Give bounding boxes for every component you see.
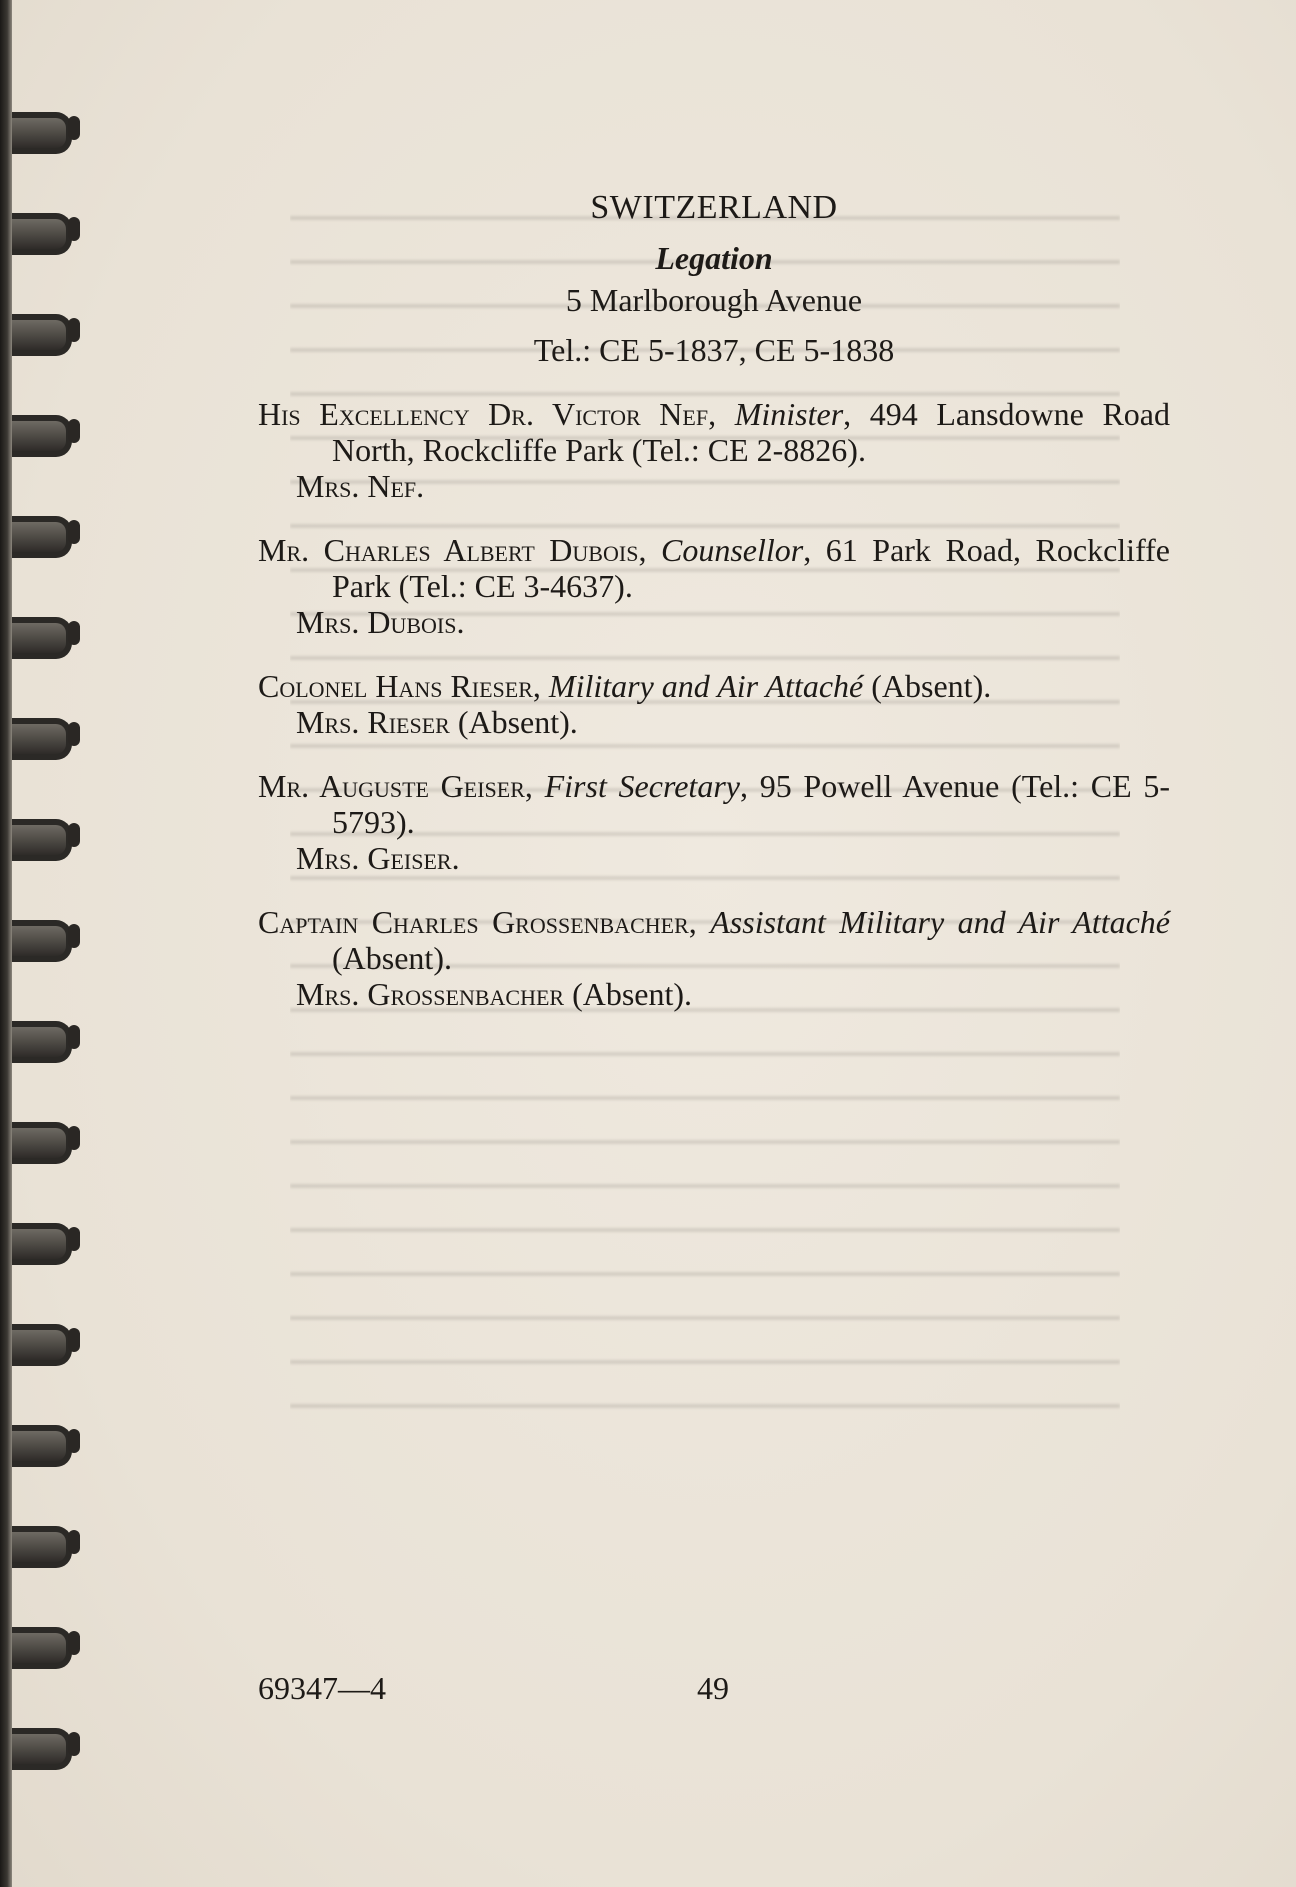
entry-line — [258, 532, 1170, 604]
staff-entry-counsellor — [258, 532, 1170, 640]
staff-title: Assistant Military and Air Attaché — [710, 904, 1171, 940]
spouse-name: Mrs. Geiser. — [296, 840, 460, 876]
coil-wire — [4, 617, 72, 659]
punch-hole — [68, 1025, 80, 1049]
binding-coil — [4, 1116, 84, 1160]
spouse-line — [258, 704, 1170, 740]
binding-coil — [4, 106, 84, 150]
separator: , — [638, 532, 661, 568]
binding-coil — [4, 1015, 84, 1059]
coil-wire — [4, 1223, 72, 1265]
punch-hole — [68, 419, 80, 443]
binding-coil — [4, 1621, 84, 1665]
coil-wire — [4, 213, 72, 255]
coil-wire — [4, 1021, 72, 1063]
staff-entry-first-secretary — [258, 768, 1170, 876]
binding-coil — [4, 308, 84, 352]
punch-hole — [68, 1328, 80, 1352]
binding-coil — [4, 914, 84, 958]
coil-wire — [4, 314, 72, 356]
entry-line — [258, 768, 1170, 840]
staff-details: (Absent). — [332, 940, 452, 976]
print-code: 69347—4 — [258, 1670, 386, 1706]
spouse-line — [258, 840, 1170, 876]
staff-name: Colonel Hans Rieser — [258, 668, 533, 704]
binding-coil — [4, 1520, 84, 1564]
coil-wire — [4, 415, 72, 457]
binding-coil — [4, 611, 84, 655]
separator: , — [532, 668, 549, 704]
coil-wire — [4, 1627, 72, 1669]
staff-details: , 95 Powell Avenue (Tel.: CE 5-5793). — [332, 768, 1171, 840]
office-address: 5 Marlborough Avenue — [565, 282, 863, 318]
coil-wire — [4, 112, 72, 154]
staff-details: (Absent). — [863, 668, 992, 704]
binding-coil — [4, 207, 84, 251]
staff-details: , 494 Lansdowne Road North, Rockcliffe Park (Tel.: CE 2-8826). — [332, 396, 1171, 468]
punch-hole — [68, 520, 80, 544]
spouse-name: Mrs. Dubois. — [296, 604, 465, 640]
separator: , — [688, 904, 711, 940]
spouse-note: (Absent). — [564, 976, 693, 1012]
spouse-line — [258, 604, 1170, 640]
binding-coil — [4, 1722, 84, 1766]
binding-coil — [4, 510, 84, 554]
punch-hole — [68, 1126, 80, 1150]
punch-hole — [68, 318, 80, 342]
coil-wire — [4, 1526, 72, 1568]
binding-coil — [4, 1318, 84, 1362]
coil-wire — [4, 1728, 72, 1770]
punch-hole — [68, 823, 80, 847]
spouse-name: Mrs. Nef. — [296, 468, 425, 504]
spouse-line — [258, 976, 1170, 1012]
separator: , — [524, 768, 545, 804]
separator: , — [708, 396, 735, 432]
staff-entry-minister — [258, 396, 1170, 504]
punch-hole — [68, 621, 80, 645]
entry-line — [258, 904, 1170, 976]
binding-coil — [4, 1217, 84, 1261]
spouse-name: Mrs. Rieser — [296, 704, 450, 740]
punch-hole — [68, 1227, 80, 1251]
coil-wire — [4, 718, 72, 760]
staff-name: Captain Charles Grossenbacher — [258, 904, 689, 940]
punch-hole — [68, 1732, 80, 1756]
staff-title: Minister — [734, 396, 844, 432]
coil-wire — [4, 819, 72, 861]
entry-line — [258, 396, 1170, 468]
book-spine-edge — [0, 0, 12, 1887]
spouse-name: Mrs. Grossenbacher — [296, 976, 565, 1012]
staff-entry-military-attache — [258, 668, 1170, 740]
binding-coil — [4, 813, 84, 857]
punch-hole — [68, 722, 80, 746]
punch-hole — [68, 1631, 80, 1655]
spiral-binding — [0, 0, 110, 1887]
coil-wire — [4, 920, 72, 962]
staff-title: Military and Air Attaché — [548, 668, 864, 704]
binding-coil — [4, 712, 84, 756]
punch-hole — [68, 217, 80, 241]
staff-entry-assistant-attache — [258, 904, 1170, 1012]
punch-hole — [68, 116, 80, 140]
staff-title: Counsellor — [660, 532, 804, 568]
coil-wire — [4, 1324, 72, 1366]
punch-hole — [68, 924, 80, 948]
office-telephone: Tel.: CE 5-1837, CE 5-1838 — [533, 332, 895, 368]
staff-name: His Excellency Dr. Victor Nef — [258, 396, 709, 432]
staff-name: Mr. Charles Albert Dubois — [258, 532, 639, 568]
punch-hole — [68, 1530, 80, 1554]
page-number: 49 — [697, 1670, 729, 1706]
punch-hole — [68, 1429, 80, 1453]
spouse-note: (Absent). — [449, 704, 578, 740]
spouse-line — [258, 468, 1170, 504]
staff-details: , 61 Park Road, Rockcliffe Park (Tel.: CE 3-4637). — [332, 532, 1170, 604]
entry-line — [258, 668, 1170, 704]
coil-wire — [4, 516, 72, 558]
coil-wire — [4, 1425, 72, 1467]
binding-coil — [4, 1419, 84, 1463]
country-heading: SWITZERLAND — [590, 189, 838, 226]
staff-title: First Secretary — [544, 768, 740, 804]
binding-coil — [4, 409, 84, 453]
coil-wire — [4, 1122, 72, 1164]
staff-name: Mr. Auguste Geiser — [258, 768, 525, 804]
directory-page — [258, 180, 1170, 1012]
office-type: Legation — [655, 240, 773, 276]
